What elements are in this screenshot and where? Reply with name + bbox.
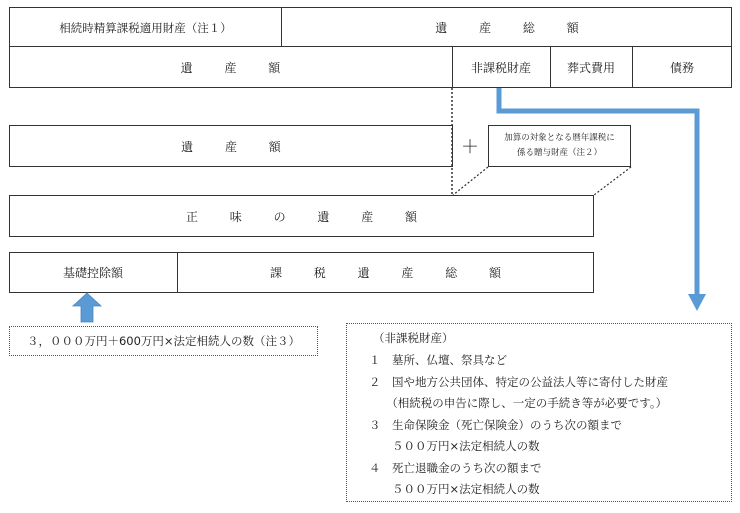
funeral-expenses-label: 葬式費用 [566,60,615,75]
total-estate-cell [282,7,732,48]
settlement-taxation-property-label: 相続時精算課税適用財産（注１） [59,20,232,35]
note-item-2: ２ 国や地方公共団体、特定の公益法人等に寄付した財産 [369,375,668,389]
non-taxable-property-cell [452,46,550,88]
settlement-taxation-property-cell [9,7,282,48]
dotted-diagonal-right [594,167,631,195]
taxable-estate-total-cell [177,252,594,293]
basic-deduction-cell [9,252,177,293]
estate-amount-cell [9,46,452,88]
note-item-1: １ 墓所、仏壇、祭具など [369,353,507,367]
gift-property-box [488,125,631,167]
note-title: （非課税財産） [373,331,454,345]
estate-amount-label: 遺 産 額 [180,60,295,75]
plus-sign: ＋ [461,137,479,158]
taxable-estate-total-label: 課 税 遺 産 総 額 [269,266,516,280]
down-arrow-icon [688,294,706,311]
note-item-3: ３ 生命保険金（死亡保険金）のうち次の額まで [369,418,622,432]
estate-amount-box-label: 遺 産 額 [181,139,295,154]
non-taxable-note-box [346,323,732,502]
note-item-3-detail: ５００万円×法定相続人の数 [369,439,540,453]
basic-deduction-formula: ３，０００万円＋600万円×法定相続人の数（注３） [26,334,301,348]
net-estate-box [9,195,594,237]
funeral-expenses-cell [550,46,632,88]
note-item-2-detail: （相続税の申告に際し、一定の手続き等が必要です。） [369,396,668,410]
up-arrow-icon [73,293,101,322]
debts-cell [632,46,732,88]
dotted-diagonal-left [453,167,488,195]
non-taxable-property-label: 非課税財産 [470,60,531,75]
estate-amount-box [9,125,453,167]
note-item-4-detail: ５００万円×法定相続人の数 [369,482,540,496]
debts-label: 債務 [669,60,694,75]
net-estate-label: 正 味 の 遺 産 額 [185,209,432,224]
total-estate-label: 遺 産 総 額 [435,21,593,35]
gift-property-line1: 加算の対象となる暦年課税に [504,133,615,143]
note-item-4: ４ 死亡退職金のうち次の額まで [369,461,542,475]
gift-property-line2: 係る贈与財産（注２） [516,148,602,158]
basic-deduction-label: 基礎控除額 [62,266,123,280]
basic-deduction-formula-box [9,326,318,356]
